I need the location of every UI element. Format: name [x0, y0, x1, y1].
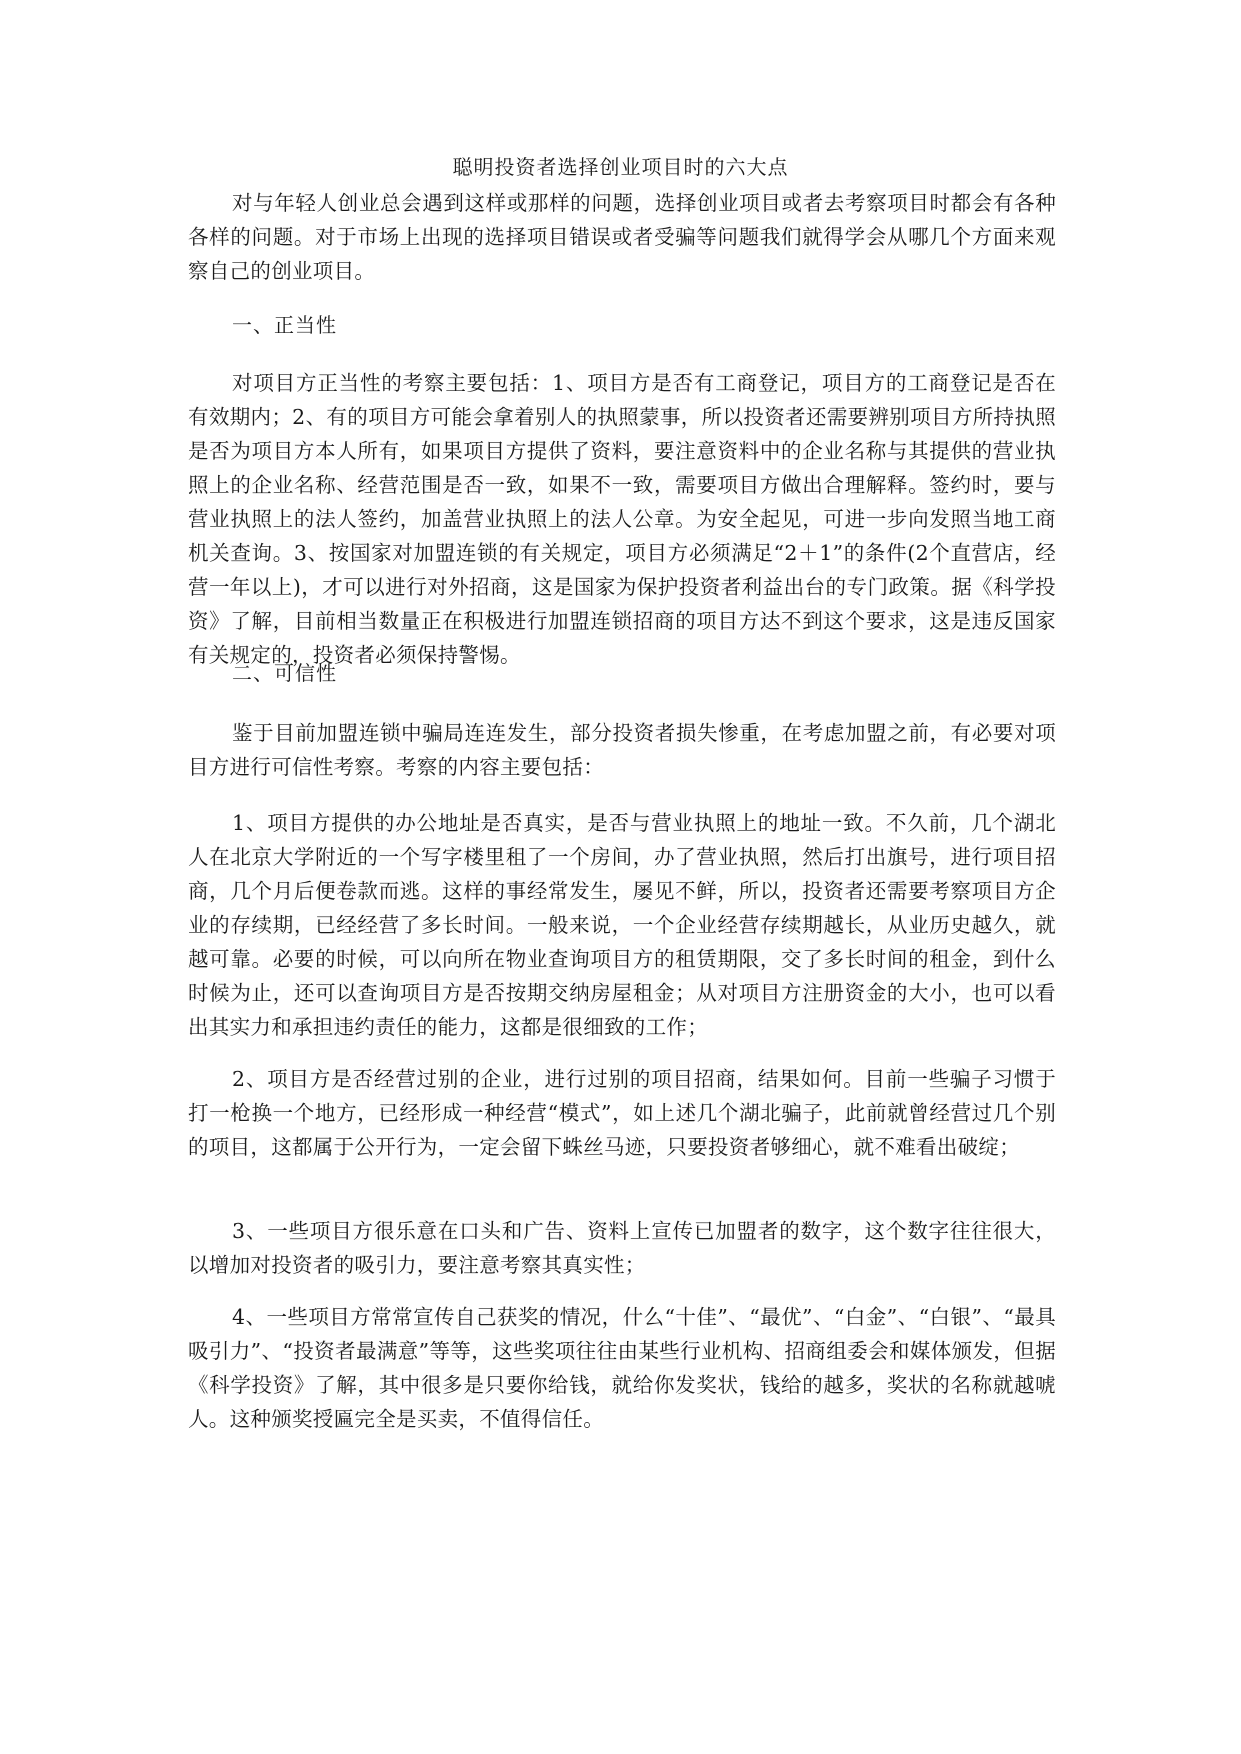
- intro-paragraph: 对与年轻人创业总会遇到这样或那样的问题，选择创业项目或者去考察项目时都会有各种各样的问题。对于市场上出现的选择项目错误或者受骗等问题我们就得学会从哪几个方面来观察自己的创业项目。: [188, 191, 1056, 283]
- list-item-franchisee-count: 3、一些项目方很乐意在口头和广告、资料上宣传已加盟者的数字，这个数字往往很大，以增加对投资者的吸引力，要注意考察其真实性；: [188, 1219, 1056, 1277]
- section-heading-legitimacy: 一、正当性: [232, 313, 337, 337]
- section-heading-credibility: 二、可信性: [232, 661, 337, 685]
- section-body-legitimacy: 对项目方正当性的考察主要包括：1、项目方是否有工商登记，项目方的工商登记是否在有效期内；2、有的项目方可能会拿着别人的执照蒙事，所以投资者还需要辨别项目方所持执照是否为项目方本人所有，如果项目方提供了资料，要注意资料中的企业名称与其提供的营业执照上的企业名称、经营范围是否一致，如果不一致，需要项目方做出合理解释。签约时，要与营业执照上的法人签约，加盖营业执照上的法人公章。为安全起见，可进一步向发照当地工商机关查询。3、按国家对加盟连锁的有关规定，项目方必须满足“2＋1”的条件(2个直营店，经营一年以上)，才可以进行对外招商，这是国家为保护投资者利益出台的专门政策。据《科学投资》了解，目前相当数量正在积极进行加盟连锁招商的项目方达不到这个要求，这是违反国家有关规定的，投资者必须保持警惕。: [188, 371, 1056, 667]
- list-item-past-projects: 2、项目方是否经营过别的企业，进行过别的项目招商，结果如何。目前一些骗子习惯于打一枪换一个地方，已经形成一种经营“模式”，如上述几个湖北骗子，此前就曾经营过几个别的项目，这都属于公开行为，一定会留下蛛丝马迹，只要投资者够细心，就不难看出破绽；: [188, 1067, 1056, 1159]
- section-intro-credibility: 鉴于目前加盟连锁中骗局连连发生，部分投资者损失惨重，在考虑加盟之前，有必要对项目方进行可信性考察。考察的内容主要包括：: [188, 721, 1056, 779]
- list-item-office-address: 1、项目方提供的办公地址是否真实，是否与营业执照上的地址一致。不久前，几个湖北人在北京大学附近的一个写字楼里租了一个房间，办了营业执照，然后打出旗号，进行项目招商，几个月后便卷款而逃。这样的事经常发生，屡见不鲜，所以，投资者还需要考察项目方企业的存续期，已经经营了多长时间。一般来说，一个企业经营存续期越长，从业历史越久，就越可靠。必要的时候，可以向所在物业查询项目方的租赁期限，交了多长时间的租金，到什么时候为止，还可以查询项目方是否按期交纳房屋租金；从对项目方注册资金的大小，也可以看出其实力和承担违约责任的能力，这都是很细致的工作；: [188, 811, 1056, 1039]
- document-title: 聪明投资者选择创业项目时的六大点: [452, 155, 789, 179]
- list-item-awards: 4、一些项目方常常宣传自己获奖的情况，什么“十佳”、“最优”、“白金”、“白银”、“最具吸引力”、“投资者最满意”等等，这些奖项往往由某些行业机构、招商组委会和媒体颁发，但据《科学投资》了解，其中很多是只要你给钱，就给你发奖状，钱给的越多，奖状的名称就越唬人。这种颁奖授匾完全是买卖，不值得信任。: [188, 1305, 1056, 1431]
